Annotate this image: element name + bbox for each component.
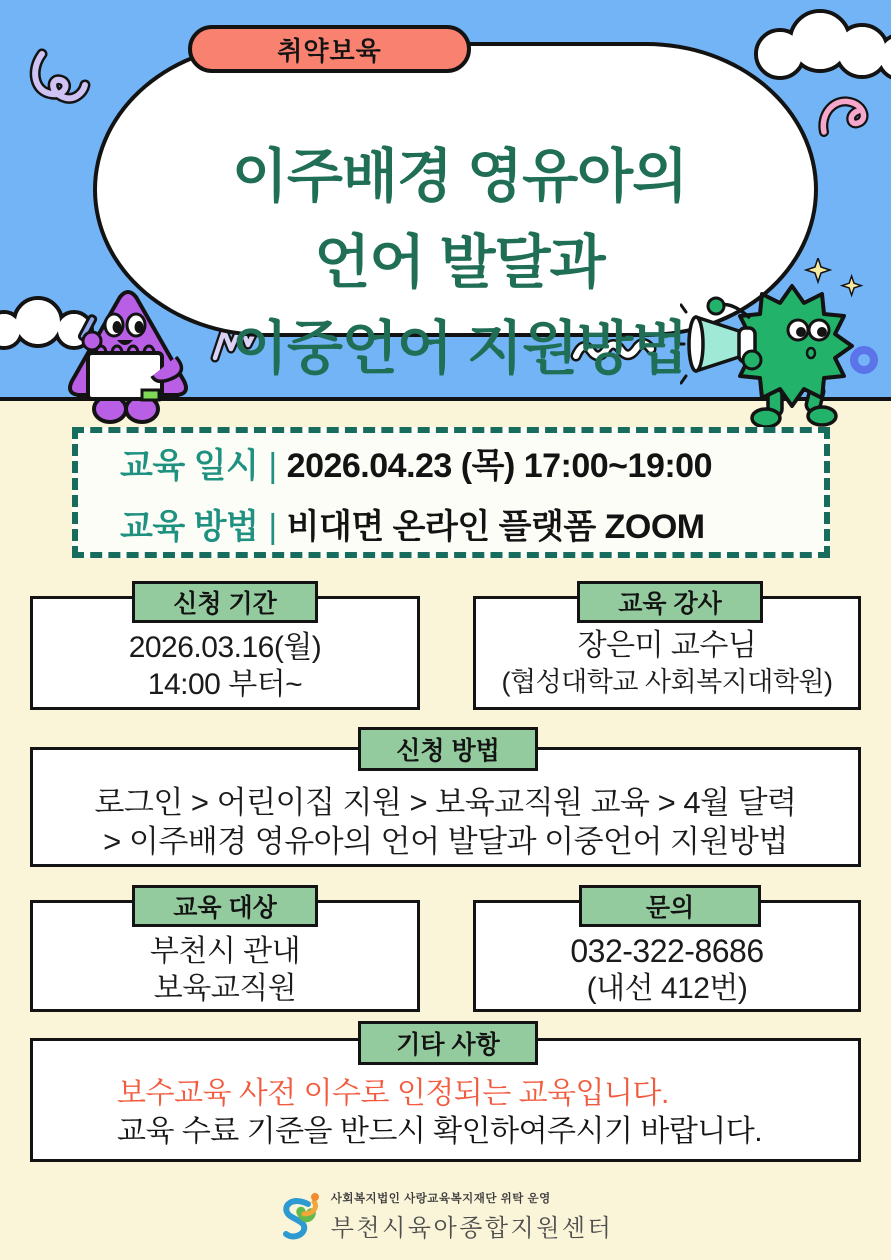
footer-center-name: 부천시육아종합지원센터: [330, 1215, 614, 1242]
instructor-line: 장은미 교수님: [577, 629, 757, 662]
loop-squiggle-icon: [28, 46, 92, 108]
target-card: [30, 894, 420, 1012]
etc-card: [30, 1031, 861, 1162]
separator: |: [268, 507, 277, 546]
star-character-icon: [680, 258, 890, 438]
instructor-card: [473, 590, 861, 710]
etc-header: 기타 사항: [358, 1021, 538, 1065]
schedule-method-value: 비대면 온라인 플랫폼 ZOOM: [286, 507, 705, 546]
apply-method-header: 신청 방법: [358, 727, 538, 771]
category-badge: 취약보육: [188, 25, 471, 73]
apply-method-line: 로그인 > 어린이집 지원 > 보육교직원 교육 > 4월 달력: [94, 785, 797, 820]
contact-phone: 032-322-8686: [570, 933, 764, 969]
contact-extension: (내선 412번): [586, 972, 748, 1005]
title-line-3: 이중언어 지원방법: [231, 316, 688, 381]
apply-period-header: 신청 기간: [132, 581, 318, 623]
separator: |: [268, 446, 277, 485]
title-line-1: 이주배경 영유아의: [231, 144, 688, 209]
footer: [0, 1190, 891, 1243]
triangle-character-icon: [58, 285, 198, 435]
apply-period-card: [30, 590, 420, 710]
instructor-header: 교육 강사: [577, 581, 763, 623]
schedule-box: [72, 427, 830, 558]
center-logo-icon: [278, 1192, 322, 1242]
cloud-icon: [750, 8, 891, 86]
etc-note-line: 교육 수료 기준을 반드시 확인하여주시기 바랍니다.: [117, 1115, 763, 1148]
target-line: 부천시 관내: [149, 935, 301, 968]
schedule-method-label: 교육 방법: [120, 507, 259, 546]
sparkle-icon: [806, 258, 830, 282]
ring-icon: [854, 350, 874, 370]
contact-card: [473, 894, 861, 1012]
instructor-line: (협성대학교 사회복지대학원): [501, 667, 833, 697]
schedule-row-date: [120, 438, 824, 487]
apply-period-line: 14:00 부터~: [147, 668, 303, 701]
apply-method-line: > 이주배경 영유아의 언어 발달과 이중언어 지원방법: [103, 824, 788, 859]
footer-operator-text: 사회복지법인 사랑교육복지재단 위탁 운영: [330, 1193, 551, 1205]
apply-period-line: 2026.03.16(월): [128, 631, 322, 664]
etc-highlight-line: 보수교육 사전 이수로 인정되는 교육입니다.: [117, 1077, 669, 1110]
contact-header: 문의: [579, 885, 761, 927]
title-line-2: 언어 발달과: [314, 230, 605, 295]
schedule-date-value: 2026.04.23 (목) 17:00~19:00: [286, 446, 712, 485]
apply-method-card: [30, 737, 861, 867]
pink-curl-icon: [816, 90, 878, 142]
sparkle-icon: [842, 276, 861, 295]
target-line: 보육교직원: [153, 972, 297, 1005]
schedule-date-label: 교육 일시: [120, 446, 259, 485]
schedule-row-method: [120, 499, 824, 548]
target-header: 교육 대상: [132, 885, 318, 927]
